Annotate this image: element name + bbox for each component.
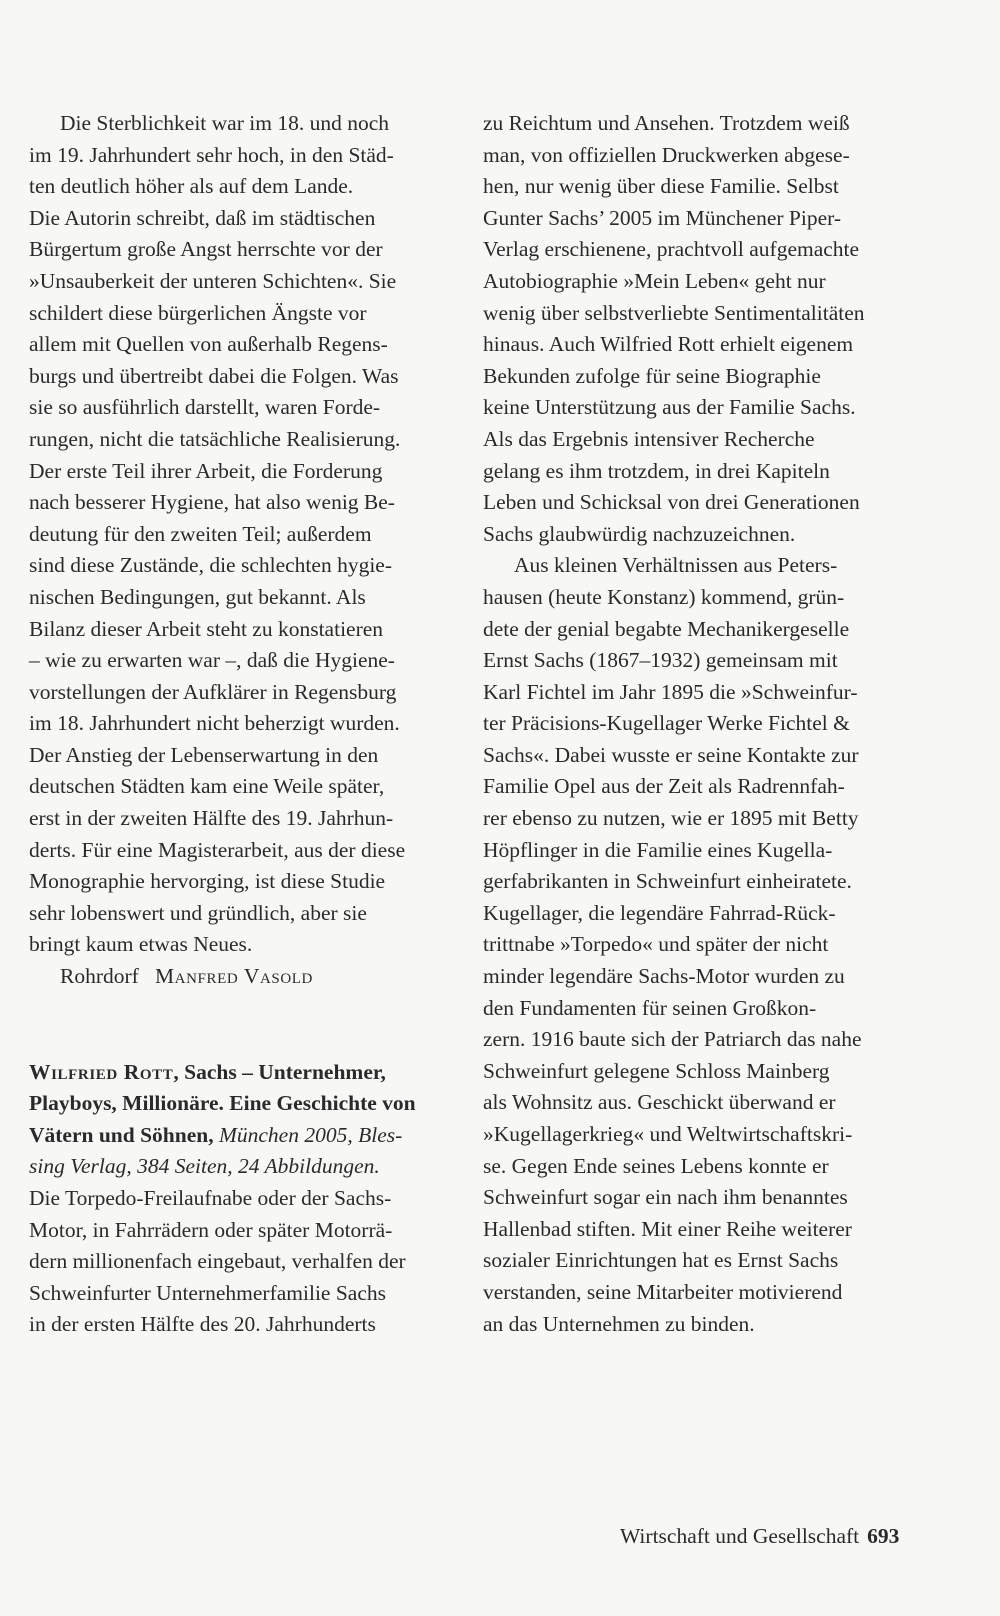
signature-name: Manfred Vasold: [154, 964, 313, 989]
text-line: sehr lobenswert und gründlich, aber sie: [29, 900, 367, 925]
text-line: deutung für den zweiten Teil; außerdem: [29, 521, 372, 546]
review-heading-line-1: [29, 1057, 454, 1089]
text-line: Der Anstieg der Lebenserwartung in den: [29, 742, 379, 767]
page-number: 693: [867, 1524, 900, 1548]
text-line: ten deutlich höher als auf dem Lande.: [29, 174, 354, 199]
text-line: rungen, nicht die tatsächliche Realisierung.: [29, 426, 401, 451]
text-line: dern millionenfach eingebaut, verhalfen der: [29, 1249, 406, 1274]
text-line: dete der genial begabte Mechanikergeselle: [483, 616, 850, 641]
review-title-2: Playboys, Millionäre. Eine Geschichte von: [29, 1091, 416, 1116]
text-line: hen, nur wenig über diese Familie. Selbst: [483, 174, 839, 199]
review-author: Wilfried Rott: [29, 1059, 174, 1084]
text-line: sind diese Zustände, die schlechten hygie-: [29, 553, 393, 578]
review-heading-line-3: [29, 1120, 454, 1152]
text-line: zern. 1916 baute sich der Patriarch das nahe: [483, 1027, 862, 1052]
text-line: allem mit Quellen von außerhalb Regens-: [29, 332, 388, 357]
text-line: Der erste Teil ihrer Arbeit, die Forderung: [29, 458, 383, 483]
text-line: hinaus. Auch Wilfried Rott erhielt eigenem: [483, 332, 854, 357]
text-line: Schweinfurt gelegene Schloss Mainberg: [483, 1058, 830, 1083]
text-line: gelang es ihm trotzdem, in drei Kapiteln: [483, 458, 830, 483]
text-line: derts. Für eine Magisterarbeit, aus der diese: [29, 837, 406, 862]
text-line: nischen Bedingungen, gut bekannt. Als: [29, 584, 366, 609]
text-line: Bilanz dieser Arbeit steht zu konstatieren: [29, 616, 384, 641]
text-line: schildert diese bürgerlichen Ängste vor: [29, 300, 367, 325]
text-line: Autobiographie »Mein Leben« geht nur: [483, 268, 826, 293]
text-line: Die Autorin schreibt, daß im städtischen: [29, 205, 376, 230]
text-line: Gunter Sachs’ 2005 im Münchener Piper-: [483, 205, 842, 230]
text-line: nach besserer Hygiene, hat also wenig Be-: [29, 490, 395, 515]
left-paragraph-1: [29, 108, 454, 961]
text-line: im 19. Jahrhundert sehr hoch, in den Städ-: [29, 142, 394, 167]
page-footer: [620, 1524, 899, 1549]
footer-section-title: Wirtschaft und Gesellschaft: [620, 1524, 860, 1548]
text-line: – wie zu erwarten war –, daß die Hygiene-: [29, 648, 395, 673]
text-line: sie so ausführlich darstellt, waren Forde-: [29, 395, 381, 420]
text-line: verstanden, seine Mitarbeiter motivierend: [483, 1279, 843, 1304]
text-line: Karl Fichtel im Jahr 1895 die »Schweinfur-: [483, 679, 858, 704]
text-line: den Fundamenten für seinen Großkon-: [483, 995, 817, 1020]
text-line: keine Unterstützung aus der Familie Sachs.: [483, 395, 856, 420]
text-line: Höpflinger in die Familie eines Kugella-: [483, 837, 833, 862]
text-line: Als das Ergebnis intensiver Recherche: [483, 426, 815, 451]
text-line: Die Sterblichkeit war im 18. und noch: [60, 111, 389, 135]
text-line: zu Reichtum und Ansehen. Trotzdem weiß: [483, 111, 850, 135]
text-line: Kugellager, die legendäre Fahrrad-Rück-: [483, 900, 836, 925]
text-line: bringt kaum etwas Neues.: [29, 932, 253, 957]
review-signature: [29, 961, 454, 993]
text-line: man, von offiziellen Druckwerken abgese-: [483, 142, 850, 167]
review-publication-2: sing Verlag, 384 Seiten, 24 Abbildungen.: [29, 1154, 380, 1179]
text-line: an das Unternehmen zu binden.: [483, 1311, 755, 1336]
text-line: als Wohnsitz aus. Geschickt überwand er: [483, 1090, 836, 1115]
text-line: Bürgertum große Angst herrschte vor der: [29, 237, 383, 262]
right-paragraph-2: [483, 550, 928, 1340]
text-line: Motor, in Fahrrädern oder später Motorrä-: [29, 1217, 393, 1242]
review-title-3: Vätern und Söhnen,: [29, 1122, 219, 1147]
signature-place: Rohrdorf: [60, 964, 139, 989]
section-gap: [29, 993, 454, 1057]
text-line: Familie Opel aus der Zeit als Radrennfah-: [483, 774, 845, 799]
text-line: im 18. Jahrhundert nicht beherzigt wurden.: [29, 711, 400, 736]
text-line: burgs und übertreibt dabei die Folgen. Was: [29, 363, 399, 388]
text-line: Sachs«. Dabei wusste er seine Kontakte zur: [483, 742, 859, 767]
left-column: [29, 108, 454, 1341]
text-line: erst in der zweiten Hälfte des 19. Jahrhun-: [29, 806, 394, 831]
text-line: Sachs glaubwürdig nachzuzeichnen.: [483, 521, 796, 546]
text-line: Hallenbad stiften. Mit einer Reihe weiterer: [483, 1216, 852, 1241]
right-column: [483, 108, 928, 1340]
text-line: minder legendäre Sachs-Motor wurden zu: [483, 964, 845, 989]
text-line: deutschen Städten kam eine Weile später,: [29, 774, 385, 799]
text-line: Verlag erschienene, prachtvoll aufgemachte: [483, 237, 860, 262]
text-line: Monographie hervorging, ist diese Studie: [29, 869, 386, 894]
text-line: Aus kleinen Verhältnissen aus Peters-: [514, 553, 838, 578]
review-title-1: , Sachs – Unternehmer,: [173, 1059, 386, 1084]
text-line: Die Torpedo-Freilaufnabe oder der Sachs-: [29, 1186, 392, 1210]
text-line: rer ebenso zu nutzen, wie er 1895 mit Betty: [483, 806, 859, 831]
text-line: ter Präcisions-Kugellager Werke Fichtel &: [483, 711, 850, 736]
text-line: hausen (heute Konstanz) kommend, grün-: [483, 584, 845, 609]
text-line: Bekunden zufolge für seine Biographie: [483, 363, 821, 388]
text-line: se. Gegen Ende seines Lebens konnte er: [483, 1153, 829, 1178]
text-line: vorstellungen der Aufklärer in Regensburg: [29, 679, 397, 704]
text-line: in der ersten Hälfte des 20. Jahrhunderts: [29, 1312, 376, 1337]
left-paragraph-2: [29, 1183, 454, 1341]
right-paragraph-1: [483, 108, 928, 550]
text-line: »Kugellagerkrieg« und Weltwirtschaftskri-: [483, 1122, 853, 1146]
review-heading: [29, 1057, 454, 1183]
text-line: sozialer Einrichtungen hat es Ernst Sachs: [483, 1248, 839, 1273]
text-line: gerfabrikanten in Schweinfurt einheiratete.: [483, 869, 852, 894]
text-line: Ernst Sachs (1867–1932) gemeinsam mit: [483, 648, 838, 673]
text-line: Leben und Schicksal von drei Generationen: [483, 490, 860, 515]
review-publication-1: München 2005, Bles-: [218, 1122, 403, 1147]
text-line: Schweinfurter Unternehmerfamilie Sachs: [29, 1280, 387, 1305]
text-line: trittnabe »Torpedo« und später der nicht: [483, 932, 829, 957]
text-line: Schweinfurt sogar ein nach ihm benanntes: [483, 1185, 848, 1210]
text-line: wenig über selbstverliebte Sentimentalitäten: [483, 300, 865, 325]
text-line: »Unsauberkeit der unteren Schichten«. Sie: [29, 268, 397, 293]
